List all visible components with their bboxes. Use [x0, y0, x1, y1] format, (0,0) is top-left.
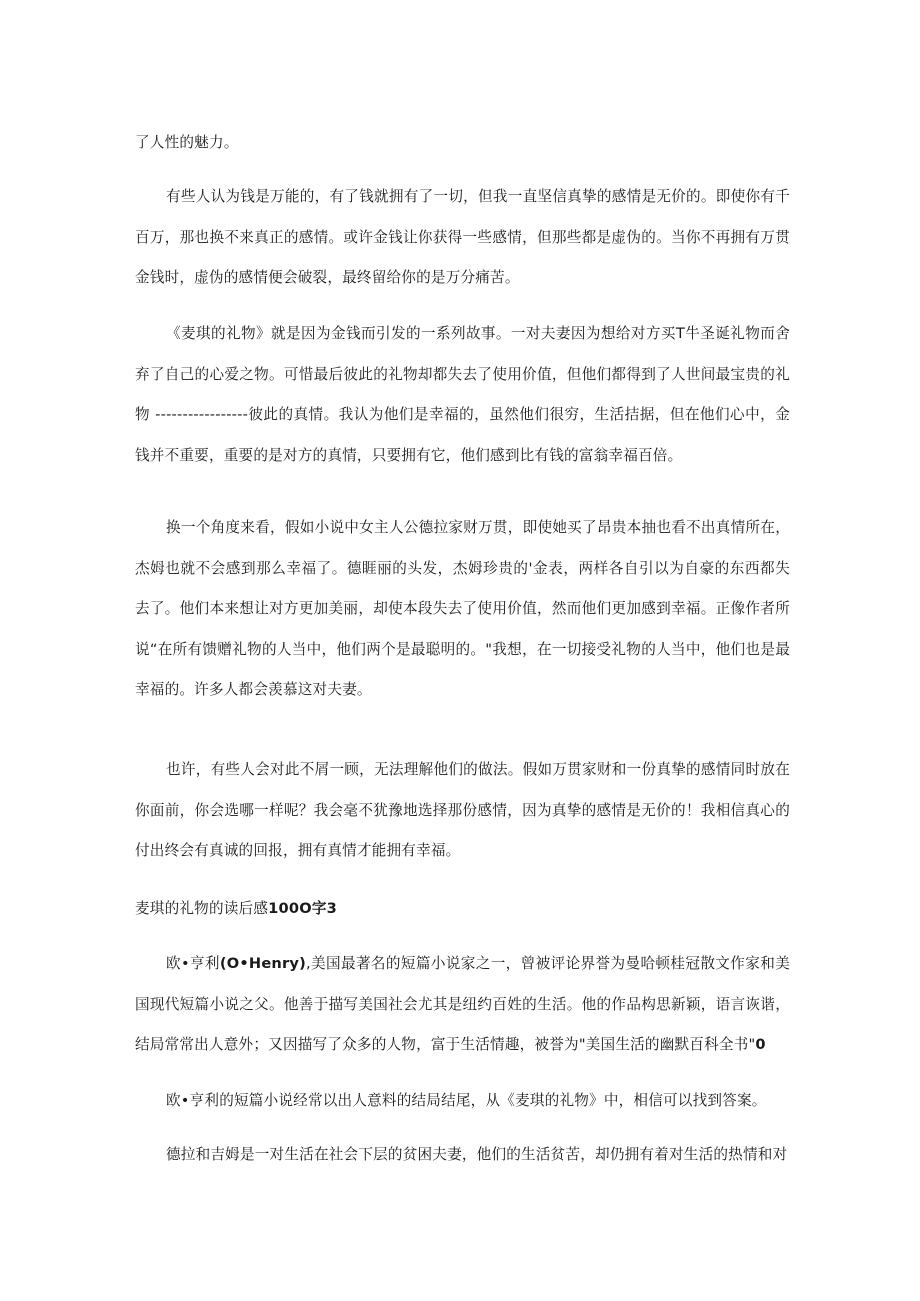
paragraph-true-feelings: 也许，有些人会对此不屑一顾，无法理解他们的做法。假如万贯家财和一份真挚的感情同时放在你面前，你会选哪一样呢？我会毫不犹豫地选择那份感情，因为真挚的感情是无价的！我相信真心的付出终会有真诚的回报，拥有真情才能拥有幸福。: [135, 761, 790, 859]
author-name: 欧•亨利: [166, 955, 220, 972]
section-heading: [135, 889, 337, 930]
paragraph-gift-story: 《麦琪的礼物》就是因为金钱而引发的一系列故事。一对夫妻因为想给对方买T牛圣诞礼物而舍弃了自己的心爱之物。可惜最后彼此的礼物却都失去了使用价值，但他们都得到了人世间最宝贵的礼物 -----------------彼此的真情。我认为他们是幸福的，虽然他们很穷，生活拮据，但在他们心中，金钱并不重要，重要的是对方的真情，只要拥有它，他们感到比有钱的富翁幸福百倍。: [135, 325, 790, 464]
author-english-name: (O•Henry): [219, 955, 307, 972]
trailing-zero: 0: [755, 1036, 766, 1053]
paragraph-another-angle: 换一个角度来看，假如小说中女主人公德拉家财万贯，即使她买了昂贵本抽也看不出真情所在，杰姆也就不会感到那么幸福了。德睚丽的头发，杰姆珍贵的'金表，两样各自引以为自豪的东西都失去了。他们本来想让对方更加美丽，却使本段失去了使用价值，然而他们更加感到幸福。正像作者所说“在所有馈赠礼物的人当中，他们两个是最聪明的。"我想，在一切接受礼物的人当中，他们也是最幸福的。许多人都会羡慕这对夫妻。: [135, 519, 790, 698]
paragraph-continuation: 了人性的魅力。: [135, 134, 239, 151]
paragraph-money-and-feelings: 有些人认为钱是万能的，有了钱就拥有了一切，但我一直坚信真挚的感情是无价的。即使你有千百万，那也换不来真正的感情。或许金钱让你获得一些感情，但那些都是虚伪的。当你不再拥有万贯金钱时，虚伪的感情便会破裂，最终留给你的是万分痛苦。: [135, 188, 790, 286]
paragraph-ending-style: 欧•亨利的短篇小说经常以出人意料的结局结尾，从《麦琪的礼物》中，相信可以找到答案。: [166, 1092, 767, 1109]
paragraph-della-and-jim: 德拉和吉姆是一对生活在社会下层的贫困夫妻，他们的生活贫苦，却仍拥有着对生活的热情和对: [166, 1146, 788, 1163]
paragraph-author-intro: [135, 944, 790, 1066]
section-heading-prefix: 麦琪的礼物的读后感: [135, 900, 269, 917]
section-heading-suffix: 100O字3: [268, 900, 337, 917]
author-description: ,美国最著名的短篇小说家之一，曾被评论界誉为曼哈顿桂冠散文作家和美国现代短篇小说之父。他善于描写美国社会尤其是纽约百姓的生活。他的作品构思新颖，语言诙谐，结局常常出人意外；又因描写了众多的人物，富于生活情趣，被誉为"美国生活的幽默百科全书": [135, 955, 790, 1053]
